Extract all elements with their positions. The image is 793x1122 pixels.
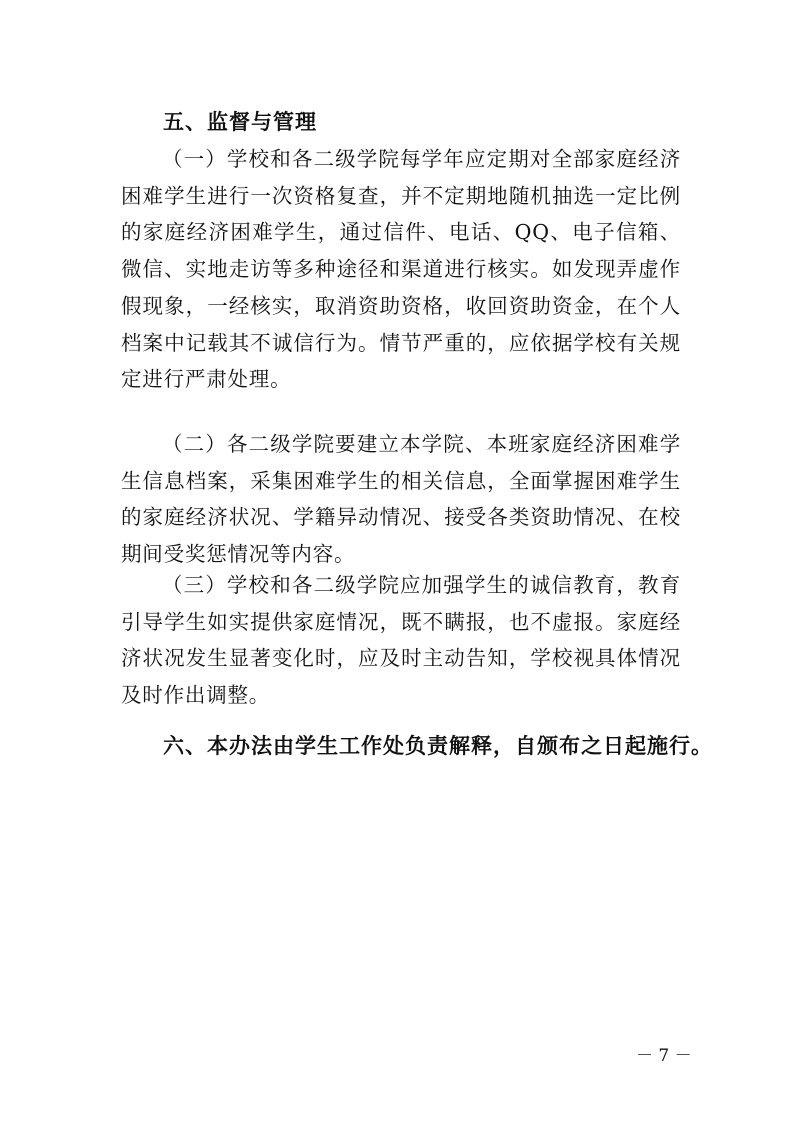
paragraph-integrity-education: （三）学校和各二级学院应加强学生的诚信教育，教育引导学生如实提供家庭情况，既不瞒报，也不虚报。家庭经济状况发生显著变化时，应及时主动告知，学校视具体情况及时作出调整。 — [121, 573, 681, 708]
paragraph-annual-review: （一）学校和各二级学院每学年应定期对全部家庭经济困难学生进行一次资格复查，并不定期地随机抽选一定比例的家庭经济困难学生，通过信件、电话、QQ、电子信箱、微信、实地走访等多种途径和渠道进行核实。如发现弄虚作假现象，一经核实，取消资助资格，收回资助资金，在个人档案中记载其不诚信行为。情节严重的，应依据学校有关规定进行严肃处理。 — [121, 147, 681, 392]
page-number: － 7 － — [636, 1046, 692, 1066]
section-heading-supervision: 五、监督与管理 — [163, 110, 317, 134]
paragraph-student-files: （二）各二级学院要建立本学院、本班家庭经济困难学生信息档案，采集困难学生的相关信息，全面掌握困难学生的家庭经济状况、学籍异动情况、接受各类资助情况、在校期间受奖惩情况等内容。 — [121, 432, 681, 567]
section-heading-interpretation: 六、本办法由学生工作处负责解释，自颁布之日起施行。 — [163, 734, 713, 758]
